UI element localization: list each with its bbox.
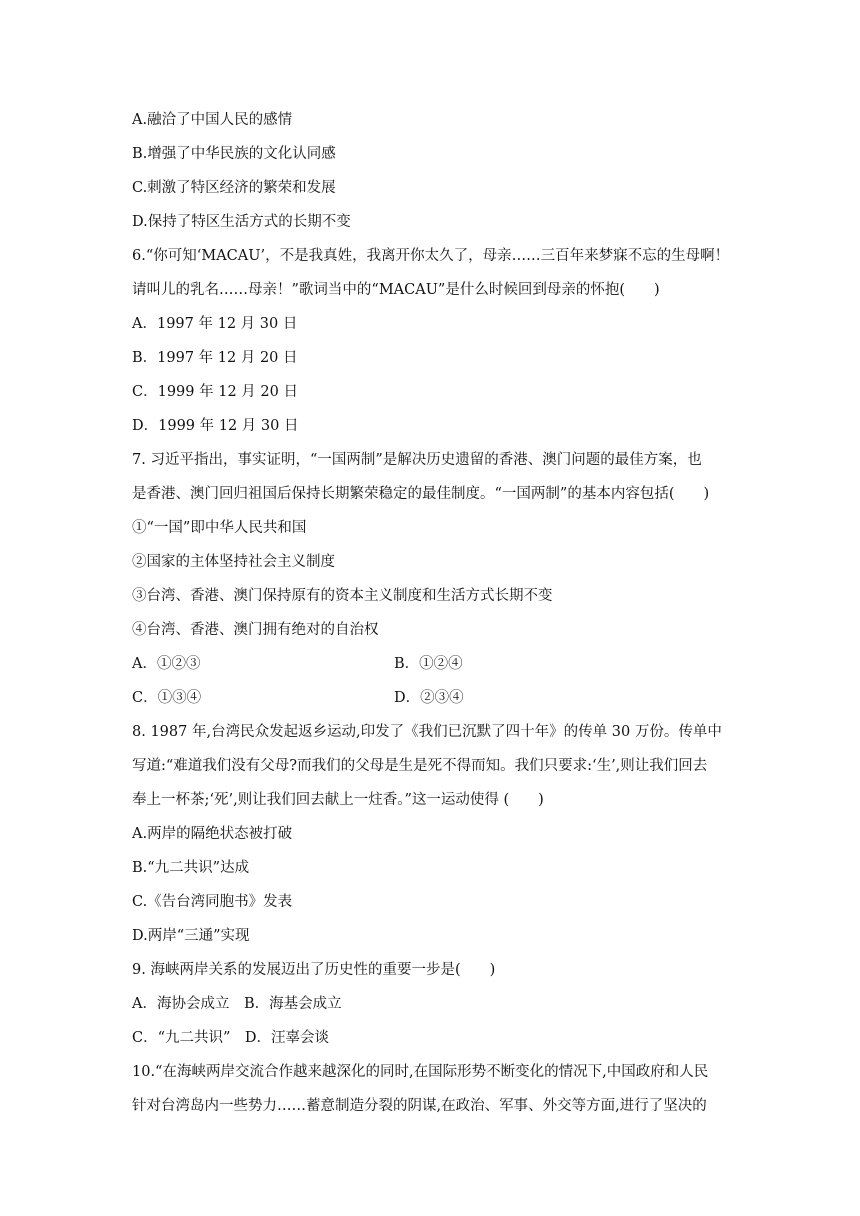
q7-stem-line2: 是香港、澳门回归祖国后保持长期繁荣稳定的最佳制度。“一国两制”的基本内容包括( ) [132,486,710,502]
q8-stem-line1: 8. 1987 年,台湾民众发起返乡运动,印发了《我们已沉默了四十年》的传单 30 万份。传单中 [132,724,722,740]
q9-options-row1: A．海协会成立 B．海基会成立 [132,996,342,1012]
q8-option-c: C.《告台湾同胞书》发表 [132,894,293,910]
q5-option-d: D.保持了特区生活方式的长期不变 [132,214,351,230]
q5-option-c: C.刺激了特区经济的繁荣和发展 [132,180,336,196]
q6-option-b: B．1997 年 12 月 20 日 [132,350,298,366]
q8-option-d: D.两岸“三通”实现 [132,928,250,944]
q7-option-a: A．①②③ [132,656,201,672]
q7-options-row2 [132,688,464,708]
q7-stem-line1: 7. 习近平指出，事实证明，“一国两制”是解决历史遗留的香港、澳门问题的最佳方案，也 [132,452,702,468]
q8-stem-line3: 奉上一杯茶;‘死’,则让我们回去献上一炷香。”这一运动使得 ( ) [132,792,544,808]
q7-option-d: D．②③④ [394,690,464,706]
q6-option-a: A．1997 年 12 月 30 日 [132,316,298,332]
q6-stem-line1: 6.“你可知‘MACAU’，不是我真姓，我离开你太久了，母亲……三百年来梦寐不忘的生母啊！ [132,248,730,264]
q8-option-a: A.两岸的隔绝状态被打破 [132,826,293,842]
q5-option-b: B.增强了中华民族的文化认同感 [132,146,336,162]
q8-option-b: B.“九二共识”达成 [132,860,250,876]
q7-options-row1 [132,654,463,674]
q8-stem-line2: 写道:“难道我们没有父母?而我们的父母是生是死不得而知。我们只要求:‘生’,则让我们回去 [132,758,708,774]
q6-option-d: D．1999 年 12 月 30 日 [132,418,299,434]
q6-option-c: C．1999 年 12 月 20 日 [132,384,298,400]
q10-stem-line1: 10.“在海峡两岸交流合作越来越深化的同时,在国际形势不断变化的情况下,中国政府和人民 [132,1064,709,1080]
q7-item-2: ②国家的主体坚持社会主义制度 [132,554,335,570]
q9-options-row2: C．“九二共识” D．汪辜会谈 [132,1030,330,1046]
q7-item-4: ④台湾、香港、澳门拥有绝对的自治权 [132,622,379,638]
q7-option-c: C．①③④ [132,690,202,706]
q5-option-a: A.融洽了中国人民的感情 [132,112,293,128]
q9-stem: 9. 海峡两岸关系的发展迈出了历史性的重要一步是( ) [132,962,496,978]
q6-stem-line2: 请叫儿的乳名……母亲！”歌词当中的“MACAU”是什么时候回到母亲的怀抱( ) [132,282,660,298]
q7-option-b: B．①②④ [394,656,463,672]
q10-stem-line2: 针对台湾岛内一些势力……蓄意制造分裂的阴谋,在政治、军事、外交等方面,进行了坚决的 [132,1098,707,1114]
q7-item-1: ①“一国”即中华人民共和国 [132,520,307,536]
q7-item-3: ③台湾、香港、澳门保持原有的资本主义制度和生活方式长期不变 [132,588,553,604]
